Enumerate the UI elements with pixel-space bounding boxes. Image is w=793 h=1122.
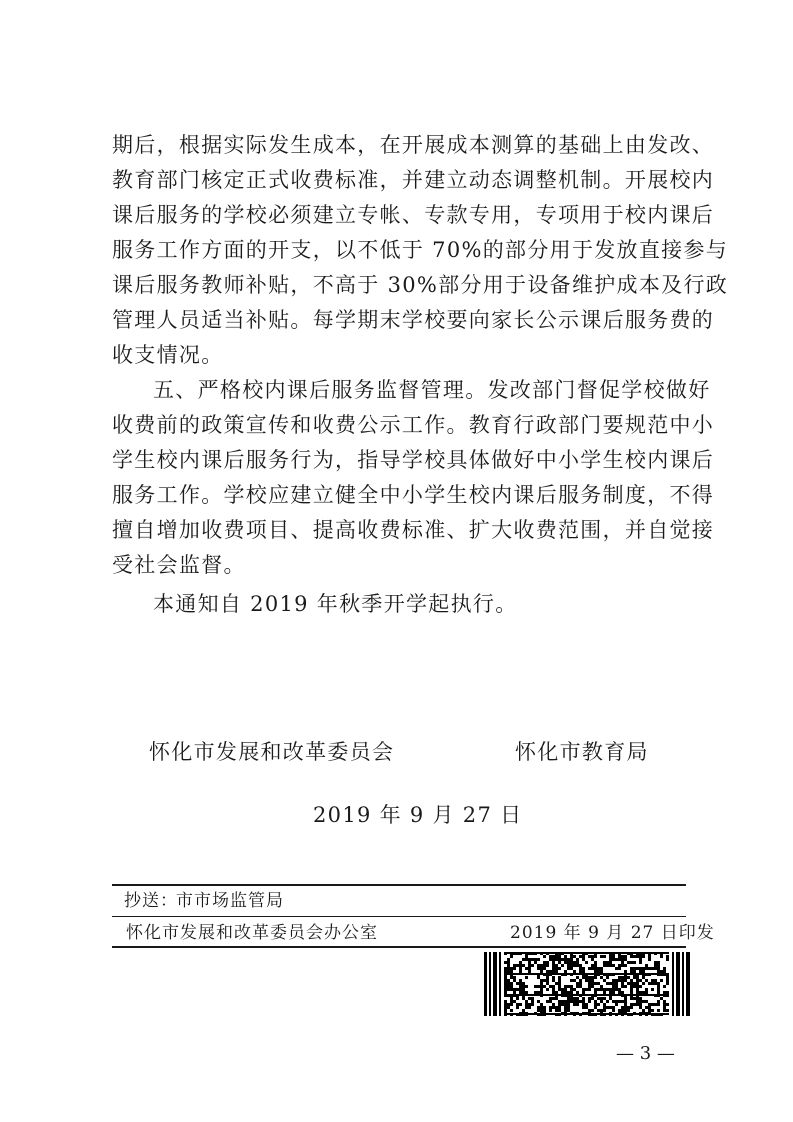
footer-top-rule <box>112 884 686 886</box>
page-number: — 3 — <box>616 1043 675 1064</box>
effective-date-line: 本通知自 2019 年秋季开学起执行。 <box>153 592 518 616</box>
signature-date: 2019 年 9 月 27 日 <box>313 803 523 827</box>
footer-bottom-rule <box>112 946 686 948</box>
signature-right: 怀化市教育局 <box>515 740 649 764</box>
issue-date: 2019 年 9 月 27 日印发 <box>510 923 715 943</box>
body-line: 收支情况。 <box>112 343 224 367</box>
body-line: 服务工作方面的开支，以不低于 70%的部分用于发放直接参与 <box>112 238 729 262</box>
cc-label: 抄送： <box>124 891 178 911</box>
body-line: 服务工作。学校应建立健全中小学生校内课后服务制度，不得 <box>112 483 715 507</box>
footer-middle-rule <box>112 916 686 917</box>
body-line: 期后，根据实际发生成本，在开展成本测算的基础上由发改、 <box>112 133 715 157</box>
body-line: 学生校内课后服务行为，指导学校具体做好中小学生校内课后 <box>112 448 715 472</box>
issuer-office: 怀化市发展和改革委员会办公室 <box>126 923 378 943</box>
body-line: 受社会监督。 <box>112 553 246 577</box>
body-line: 课后服务的学校必须建立专帐、专款专用，专项用于校内课后 <box>112 203 715 227</box>
body-line: 管理人员适当补贴。每学期末学校要向家长公示课后服务费的 <box>112 308 715 332</box>
signature-left: 怀化市发展和改革委员会 <box>149 740 395 764</box>
cc-value: 市市场监管局 <box>176 891 284 911</box>
barcode-icon <box>484 952 690 1016</box>
section-five-heading-line: 五、严格校内课后服务监督管理。发改部门督促学校做好 <box>153 378 711 402</box>
body-line: 收费前的政策宣传和收费公示工作。教育行政部门要规范中小 <box>112 413 715 437</box>
body-line: 教育部门核定正式收费标准，并建立动态调整机制。开展校内 <box>112 168 715 192</box>
body-line: 擅自增加收费项目、提高收费标准、扩大收费范围，并自觉接 <box>112 518 715 542</box>
body-line: 课后服务教师补贴，不高于 30%部分用于设备维护成本及行政 <box>112 273 729 297</box>
